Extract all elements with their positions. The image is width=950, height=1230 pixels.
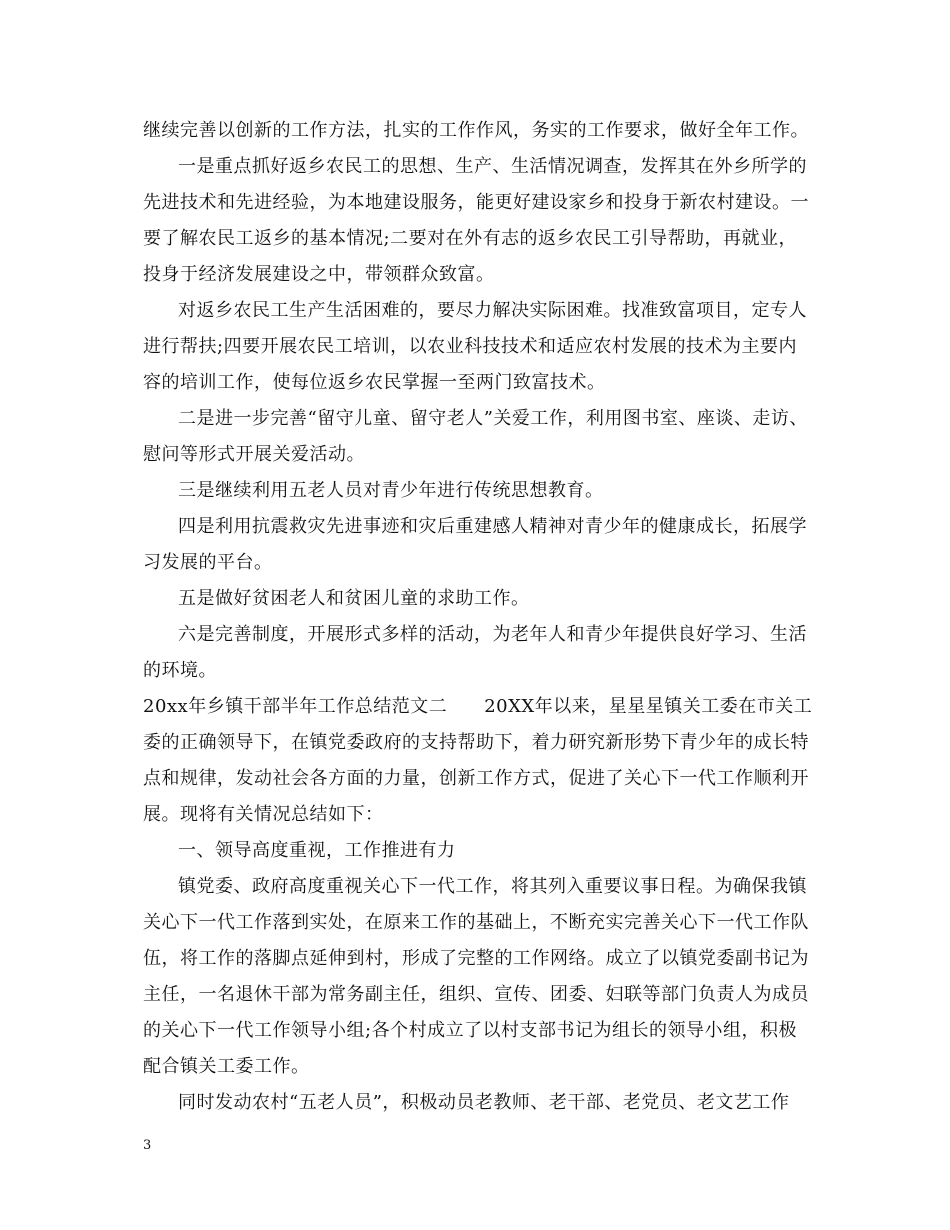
text-line: 一是重点抓好返乡农民工的思想、生产、生活情况调查，发挥其在外乡所学的 [178,156,807,177]
text-line: 继续完善以创新的工作方法，扎实的工作作风，务实的工作要求，做好全年工作。 [143,120,809,141]
text-line: 伍，将工作的落脚点延伸到村，形成了完整的工作网络。成立了以镇党委副书记为 [143,948,809,969]
text-line: 慰问等形式开展关爱活动。 [143,444,365,465]
text-line: 五是做好贫困老人和贫困儿童的求助工作。 [178,588,530,609]
text-line: 对返乡农民工生产生活困难的，要尽力解决实际困难。找准致富项目，定专人 [178,300,807,321]
text-line: 镇党委、政府高度重视关心下一代工作，将其列入重要议事日程。为确保我镇 [178,876,807,897]
text-line: 容的培训工作，使每位返乡农民掌握一至两门致富技术。 [143,372,606,393]
text-line: 进行帮扶;四要开展农民工培训，以农业科技技术和适应农村发展的技术为主要内 [143,336,798,357]
page-number: 3 [143,1138,152,1153]
text-line: 二是进一步完善“留守儿童、留守老人”关爱工作，利用图书室、座谈、走访、 [178,408,808,429]
text-line: 六是完善制度，开展形式多样的活动，为老年人和青少年提供良好学习、生活 [178,624,807,645]
text-line: 20xx年乡镇干部半年工作总结范文二 20XX年以来，星星星镇关工委在市关工 [143,696,813,717]
text-line: 点和规律，发动社会各方面的力量，创新工作方式，促进了关心下一代工作顺利开 [143,768,809,789]
text-line: 投身于经济发展建设之中，带领群众致富。 [143,264,495,285]
text-line: 的环境。 [143,660,217,681]
text-line: 四是利用抗震救灾先进事迹和灾后重建感人精神对青少年的健康成长，拓展学 [178,516,807,537]
text-line: 主任，一名退休干部为常务副主任，组织、宣传、团委、妇联等部门负责人为成员 [143,984,809,1005]
text-line: 关心下一代工作落到实处，在原来工作的基础上，不断充实完善关心下一代工作队 [143,912,809,933]
text-line: 同时发动农村“五老人员”，积极动员老教师、老干部、老党员、老文艺工作 [178,1092,790,1113]
text-line: 配合镇关工委工作。 [143,1056,310,1077]
section-heading: 一、领导高度重视，工作推进有力 [178,840,456,861]
text-line: 展。现将有关情况总结如下： [143,804,384,825]
text-line: 先进技术和先进经验，为本地建设服务，能更好建设家乡和投身于新农村建设。一 [143,192,809,213]
text-line: 习发展的平台。 [143,552,273,573]
text-line: 的关心下一代工作领导小组;各个村成立了以村支部书记为组长的领导小组，积极 [143,1020,798,1041]
text-line: 委的正确领导下，在镇党委政府的支持帮助下，着力研究新形势下青少年的成长特 [143,732,809,753]
text-line: 三是继续利用五老人员对青少年进行传统思想教育。 [178,480,604,501]
text-line: 要了解农民工返乡的基本情况;二要对在外有志的返乡农民工引导帮助，再就业， [143,228,798,249]
